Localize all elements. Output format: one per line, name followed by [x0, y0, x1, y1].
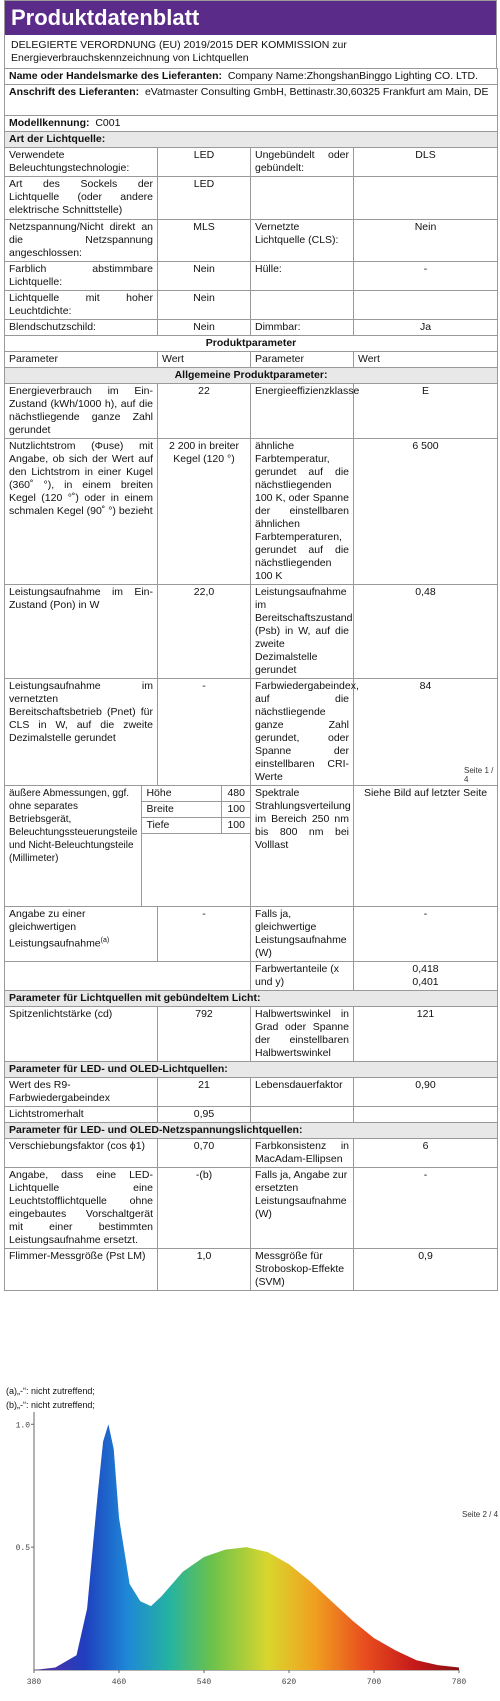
led-mains-heading: Parameter für LED- und OLED-Netzspannungslichtquellen:	[5, 1123, 498, 1139]
spectral-label: Spektrale Strahlungsverteilung im Bereich 250 nm bis 800 nm bei Volllast	[251, 786, 354, 907]
dimension-name: Breite	[142, 802, 222, 818]
survival-factor-value: 0,90	[354, 1078, 498, 1107]
col-header-param: Parameter	[5, 352, 158, 368]
dimension-name: Höhe	[142, 786, 222, 802]
footnote-marker: (a)	[100, 937, 110, 944]
data-sheet-table	[4, 68, 498, 1291]
survival-factor-label: Lebensdauerfaktor	[251, 1078, 354, 1107]
lst-value: Nein	[158, 262, 251, 291]
param-value: 0,48	[354, 585, 498, 679]
param-label: Leistungsaufnahme im Bereitschaftszustand (Psb) in W, auf die zweite Dezimalstelle gerundet	[251, 585, 354, 679]
dimension-value: 480	[222, 786, 250, 802]
col-header-param: Parameter	[251, 352, 354, 368]
led-mains-label: Verschiebungsfaktor (cos ϕ1)	[5, 1139, 158, 1168]
equivalent-power-row	[5, 907, 498, 962]
param-value: 6 500	[354, 439, 498, 585]
param-value: 84	[354, 679, 498, 786]
spectrum-chart	[4, 1402, 499, 1698]
led-mains-label: Farbkonsistenz in MacAdam-Ellipsen	[251, 1139, 354, 1168]
led-row	[5, 1107, 498, 1123]
y-tick-label: 0.5	[15, 1544, 30, 1554]
led-mains-value: 0,9	[354, 1249, 498, 1291]
lst-row	[5, 291, 498, 320]
param-row	[5, 384, 498, 439]
led-mains-row	[5, 1139, 498, 1168]
page-title: Produktdatenblatt	[5, 1, 496, 35]
dimension-name: Tiefe	[142, 818, 222, 834]
param-row	[5, 679, 498, 786]
param-label: Nutzlichtstrom (Φuse) mit Angabe, ob sich der Wert auf den Lichtstrom in einer Kugel (360˚ °), in einem breiten Kegel (120 °˚) oder in einem schmalen Kegel (90˚ °) bezieht	[5, 439, 158, 585]
x-tick-label: 460	[111, 1678, 127, 1687]
directional-row	[5, 1007, 498, 1062]
lst-value	[354, 291, 498, 320]
lst-label: Hülle:	[251, 262, 354, 291]
x-tick-label: 700	[366, 1678, 382, 1687]
led-mains-label: Messgröße für Stroboskop-Effekte (SVM)	[251, 1249, 354, 1291]
param-label: Energieeffizienzklasse	[251, 384, 354, 439]
lst-value: LED	[158, 177, 251, 220]
lst-value: -	[354, 262, 498, 291]
r9-label: Wert des R9-Farbwiedergabeindex	[5, 1078, 158, 1107]
lst-value: LED	[158, 148, 251, 177]
led-mains-label: Angabe, dass eine LED-Lichtquelle eine Leuchtstofflichtquelle ohne eingebautes Vorschaltgerät mit einer bestimmten Leistungsaufnahme ersetzt.	[5, 1168, 158, 1249]
supplier-name-row	[5, 69, 498, 85]
param-row	[5, 585, 498, 679]
equivalent-power-value: -	[158, 907, 251, 962]
regulation-text: DELEGIERTE VERORDNUNG (EU) 2019/2015 DER KOMMISSION zur Energieverbrauchskennzeichnung von Lichtquellen	[11, 39, 347, 64]
led-mains-value: -	[354, 1168, 498, 1249]
beam-angle-value: 121	[354, 1007, 498, 1062]
chromaticity-x: 0,418	[412, 963, 439, 975]
equivalent-power-label-2: Falls ja, gleichwertige Leistungsaufnahme (W)	[251, 907, 354, 962]
x-tick-label: 540	[196, 1678, 212, 1687]
lst-value: Nein	[354, 220, 498, 262]
led-mains-row	[5, 1168, 498, 1249]
col-header-value: Wert	[158, 352, 251, 368]
general-params-heading: Allgemeine Produktparameter:	[5, 368, 498, 384]
lst-label: Art des Sockels der Lichtquelle (oder andere elektrische Schnittstelle)	[5, 177, 158, 220]
param-label: ähnliche Farbtemperatur, gerundet auf die nächstliegenden 100 K, oder Spanne der einstellbaren ähnlichen Farbtemperaturen, gerundet auf die nächstliegenden 100 K	[251, 439, 354, 585]
chromaticity-row	[5, 962, 498, 991]
page-number-2: Seite 2 / 4	[462, 1510, 499, 1519]
peak-intensity-label: Spitzenlichtstärke (cd)	[5, 1007, 158, 1062]
lst-value	[354, 177, 498, 220]
r9-value: 21	[158, 1078, 251, 1107]
param-value: 22	[158, 384, 251, 439]
spectral-value: Siehe Bild auf letzter Seite	[354, 786, 498, 907]
led-mains-label: Flimmer-Messgröße (Pst LM)	[5, 1249, 158, 1291]
lst-value: Ja	[354, 320, 498, 336]
beam-angle-label: Halbwertswinkel in Grad oder Spanne der einstellbaren Halbwertswinkel	[251, 1007, 354, 1062]
lst-row	[5, 220, 498, 262]
x-tick-label: 380	[26, 1678, 42, 1687]
lst-value: Nein	[158, 320, 251, 336]
led-mains-value: -(b)	[158, 1168, 251, 1249]
supplier-name-value: Company Name:ZhongshanBinggo Lighting CO. LTD.	[227, 70, 479, 82]
equivalent-power-value-2: -	[354, 907, 498, 962]
supplier-address-value: eVatmaster Consulting GmbH, Bettinastr.30,60325 Frankfurt am Main, DE	[144, 86, 489, 98]
param-row	[5, 439, 498, 585]
model-label: Modellkennung:	[9, 117, 90, 129]
led-mains-value: 1,0	[158, 1249, 251, 1291]
led-mains-value: 0,70	[158, 1139, 251, 1168]
param-value: 22,0	[158, 585, 251, 679]
spectrum-area	[34, 1424, 459, 1670]
lst-label: Netzspannung/Nicht direkt an die Netzspannung angeschlossen:	[5, 220, 158, 262]
supplier-name-label: Name oder Handelsmarke des Lieferanten:	[9, 70, 222, 82]
model-row	[5, 116, 498, 132]
supplier-address-label: Anschrift des Lieferanten:	[9, 86, 140, 98]
param-label: Energieverbrauch im Ein-Zustand (kWh/1000 h), auf die nächstliegende ganze Zahl gerundet	[5, 384, 158, 439]
lst-label: Ungebündelt oder gebündelt:	[251, 148, 354, 177]
lst-label	[251, 291, 354, 320]
light-source-type-heading: Art der Lichtquelle:	[5, 132, 498, 148]
lst-value: Nein	[158, 291, 251, 320]
page-number-1: Seite 1 / 4	[464, 766, 494, 784]
lst-label: Dimmbar:	[251, 320, 354, 336]
param-label: Farbwiedergabeindex, auf die nächstliegende ganze Zahl gerundet, oder Spanne der einstellbaren CRI-Werte	[251, 679, 354, 786]
led-heading: Parameter für LED- und OLED-Lichtquellen:	[5, 1062, 498, 1078]
footnote-b: (b)„-“: nicht zutreffend;	[6, 1400, 95, 1410]
lst-label: Verwendete Beleuchtungstechnologie:	[5, 148, 158, 177]
lst-row	[5, 262, 498, 291]
led-row	[5, 1078, 498, 1107]
param-label: Leistungsaufnahme im Ein-Zustand (Pon) in W	[5, 585, 158, 679]
param-value: -	[158, 679, 251, 786]
led-mains-label: Falls ja, Angabe zur ersetzten Leistungsaufnahme (W)	[251, 1168, 354, 1249]
lst-value: MLS	[158, 220, 251, 262]
lumen-maintenance-value: 0,95	[158, 1107, 251, 1123]
dimension-value: 100	[222, 818, 250, 834]
spectrum-svg	[4, 1402, 474, 1698]
peak-intensity-value: 792	[158, 1007, 251, 1062]
x-tick-label: 780	[451, 1678, 467, 1687]
lst-value: DLS	[354, 148, 498, 177]
directional-heading: Parameter für Lichtquellen mit gebündeltem Licht:	[5, 991, 498, 1007]
lumen-maintenance-label: Lichtstromerhalt	[5, 1107, 158, 1123]
dimensions-label: äußere Abmessungen, ggf. ohne separates Betriebsgerät, Beleuchtungssteuerungsteile und Nicht-Beleuchtungsteile (Millimeter)	[5, 786, 142, 906]
equivalent-power-label: Angabe zu einer gleichwertigen Leistungsaufnahme	[9, 908, 101, 950]
sheet-header	[4, 0, 497, 69]
x-tick-label: 620	[281, 1678, 297, 1687]
chromaticity-y: 0,401	[412, 976, 439, 988]
y-tick-label: 1.0	[15, 1421, 30, 1431]
lst-row	[5, 320, 498, 336]
dimension-value: 100	[222, 802, 250, 818]
lst-row	[5, 177, 498, 220]
param-label: Leistungsaufnahme im vernetzten Bereitschaftsbetrieb (Pnet) für CLS in W, auf die zweite Dezimalstelle gerundet	[5, 679, 158, 786]
supplier-address-row	[5, 85, 498, 116]
model-value: C001	[95, 117, 121, 129]
dimensions-table	[5, 786, 250, 906]
led-mains-row	[5, 1249, 498, 1291]
param-value: E	[354, 384, 498, 439]
column-header-row	[5, 352, 498, 368]
footnote-a: (a)„-“: nicht zutreffend;	[6, 1386, 95, 1396]
dimensions-row	[5, 786, 498, 907]
lst-label: Blendschutzschild:	[5, 320, 158, 336]
col-header-value: Wert	[354, 352, 498, 368]
param-value: 2 200 in breiter Kegel (120 °)	[158, 439, 251, 585]
lst-label: Farblich abstimmbare Lichtquelle:	[5, 262, 158, 291]
lst-label	[251, 177, 354, 220]
chromaticity-label: Farbwertanteile (x und y)	[251, 962, 354, 991]
lst-label: Lichtquelle mit hoher Leuchtdichte:	[5, 291, 158, 320]
lst-row	[5, 148, 498, 177]
led-mains-value: 6	[354, 1139, 498, 1168]
lst-label: Vernetzte Lichtquelle (CLS):	[251, 220, 354, 262]
product-params-heading: Produktparameter	[5, 336, 498, 352]
